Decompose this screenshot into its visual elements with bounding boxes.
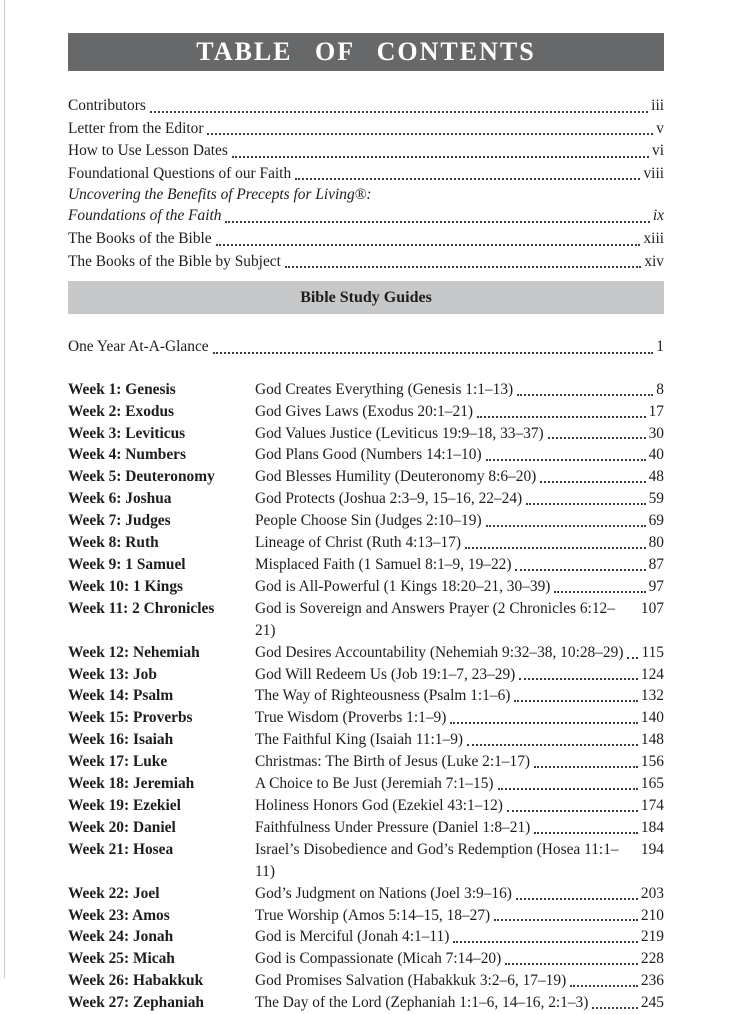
week-label: Week 5: Deuteronomy bbox=[68, 468, 215, 486]
dot-leader bbox=[295, 178, 640, 180]
lesson-title: The Faithful King (Isaiah 11:1–9) bbox=[255, 731, 464, 749]
week-label: Week 3: Leviticus bbox=[68, 424, 186, 442]
page-number: 148 bbox=[640, 731, 664, 749]
toc-entry bbox=[68, 95, 664, 118]
week-entry bbox=[255, 664, 664, 686]
lesson-title: God Promises Salvation (Habakkuk 3:2–6, 17–19) bbox=[255, 972, 567, 990]
toc-week-row bbox=[68, 751, 664, 773]
week-entry bbox=[255, 401, 664, 423]
dot-leader bbox=[540, 481, 645, 483]
lesson-title: God Desires Accountability (Nehemiah 9:32–38, 10:28–29) bbox=[255, 643, 624, 661]
dot-leader bbox=[507, 810, 638, 812]
week-entry bbox=[255, 729, 664, 751]
page-number: 245 bbox=[640, 994, 664, 1012]
week-entry bbox=[255, 905, 664, 927]
toc-week-row bbox=[68, 642, 664, 664]
week-label: Week 27: Zephaniah bbox=[68, 994, 204, 1012]
week-label: Week 14: Psalm bbox=[68, 687, 174, 705]
toc-week-row bbox=[68, 379, 664, 401]
week-label: Week 20: Daniel bbox=[68, 818, 176, 836]
week-entry bbox=[255, 466, 664, 488]
toc-entry-title: The Books of the Bible by Subject bbox=[68, 252, 281, 270]
lesson-title: People Choose Sin (Judges 2:10–19) bbox=[255, 512, 482, 530]
dot-leader bbox=[494, 919, 638, 921]
week-entry bbox=[255, 992, 664, 1014]
title-bar bbox=[68, 33, 664, 71]
week-entry bbox=[255, 773, 664, 795]
toc-entry bbox=[68, 140, 664, 163]
dot-leader bbox=[465, 547, 646, 549]
toc-entry-title: One Year At-A-Glance bbox=[68, 338, 209, 356]
dot-leader bbox=[216, 244, 641, 246]
front-matter-list bbox=[68, 95, 664, 273]
lesson-title: God is Compassionate (Micah 7:14–20) bbox=[255, 950, 502, 968]
week-entry bbox=[255, 598, 664, 642]
page-number: vi bbox=[652, 142, 664, 160]
lesson-title: The Way of Righteousness (Psalm 1:1–6) bbox=[255, 687, 511, 705]
week-label: Week 26: Habakkuk bbox=[68, 972, 204, 990]
page-number: 48 bbox=[648, 468, 664, 486]
lesson-title: Christmas: The Birth of Jesus (Luke 2:1–17) bbox=[255, 753, 531, 771]
dot-leader bbox=[207, 133, 653, 135]
toc-entry bbox=[68, 163, 664, 186]
week-label: Week 21: Hosea bbox=[68, 840, 174, 858]
page-number: 140 bbox=[640, 709, 664, 727]
page-number: xiii bbox=[643, 229, 664, 247]
week-label: Week 6: Joshua bbox=[68, 490, 172, 508]
week-entry bbox=[255, 444, 664, 466]
dot-leader bbox=[570, 985, 638, 987]
lesson-title: The Day of the Lord (Zephaniah 1:1–6, 14–16, 2:1–3) bbox=[255, 994, 589, 1012]
page-number: 80 bbox=[648, 534, 664, 552]
lesson-title: Misplaced Faith (1 Samuel 8:1–9, 19–22) bbox=[255, 556, 512, 573]
toc-week-row bbox=[68, 444, 664, 466]
toc-week-row bbox=[68, 926, 664, 948]
week-label: Week 18: Jeremiah bbox=[68, 775, 195, 793]
week-entry bbox=[255, 707, 664, 729]
dot-leader bbox=[534, 832, 638, 834]
toc-week-row bbox=[68, 664, 664, 686]
dot-leader bbox=[592, 1007, 638, 1009]
toc-week-row bbox=[68, 883, 664, 905]
dot-leader bbox=[225, 221, 649, 223]
dot-leader bbox=[516, 898, 638, 900]
toc-week-row bbox=[68, 598, 664, 642]
week-entry bbox=[255, 817, 664, 839]
lesson-title: God Gives Laws (Exodus 20:1–21) bbox=[255, 402, 474, 420]
lesson-title: God is Sovereign and Answers Prayer (2 Chronicles 6:12–21) bbox=[255, 599, 615, 639]
section-title: Bible Study Guides bbox=[300, 288, 432, 306]
page-number: 97 bbox=[648, 577, 664, 595]
dot-leader bbox=[232, 156, 649, 158]
page-number: 1 bbox=[656, 338, 664, 356]
week-entry bbox=[255, 576, 664, 598]
dot-leader bbox=[477, 416, 646, 418]
lesson-title: True Worship (Amos 5:14–15, 18–27) bbox=[255, 906, 491, 924]
week-label: Week 22: Joel bbox=[68, 884, 160, 902]
toc-entry-title: Letter from the Editor bbox=[68, 119, 204, 137]
toc-week-row bbox=[68, 685, 664, 707]
toc-week-row bbox=[68, 795, 664, 817]
toc-week-row bbox=[68, 905, 664, 927]
week-label: Week 7: Judges bbox=[68, 512, 171, 530]
dot-leader bbox=[627, 657, 638, 659]
toc-week-row bbox=[68, 992, 664, 1014]
page-number: 174 bbox=[640, 796, 664, 814]
page-number: 59 bbox=[648, 490, 664, 508]
toc-week-row bbox=[68, 839, 664, 883]
toc-week-row bbox=[68, 948, 664, 970]
page-number: viii bbox=[643, 164, 664, 182]
lesson-title: True Wisdom (Proverbs 1:1–9) bbox=[255, 709, 447, 727]
toc-week-row bbox=[68, 817, 664, 839]
toc-entry-title: Foundational Questions of our Faith bbox=[68, 164, 292, 182]
toc-entry bbox=[68, 118, 664, 141]
dot-leader bbox=[505, 963, 638, 965]
toc-entry bbox=[68, 251, 664, 274]
dot-leader bbox=[517, 394, 653, 396]
dot-leader bbox=[498, 788, 638, 790]
dot-leader bbox=[450, 722, 638, 724]
page-number: 236 bbox=[640, 972, 664, 990]
lesson-title: God Protects (Joshua 2:3–9, 15–16, 22–24) bbox=[255, 490, 523, 508]
page-edge-line bbox=[4, 0, 5, 978]
page-number: ix bbox=[652, 207, 664, 225]
toc-entry-title: How to Use Lesson Dates bbox=[68, 142, 228, 160]
week-entry bbox=[255, 685, 664, 707]
page-title: TABLE OF CONTENTS bbox=[196, 37, 536, 66]
week-entry bbox=[255, 883, 664, 905]
week-label: Week 13: Job bbox=[68, 665, 157, 683]
toc-entry-title: The Books of the Bible bbox=[68, 229, 212, 247]
lesson-title: God is Merciful (Jonah 4:1–11) bbox=[255, 928, 450, 946]
dot-leader bbox=[548, 437, 646, 439]
toc-week-row bbox=[68, 488, 664, 510]
lesson-title: God Creates Everything (Genesis 1:1–13) bbox=[255, 380, 514, 398]
page-number: 165 bbox=[640, 775, 664, 793]
week-label: Week 23: Amos bbox=[68, 906, 170, 924]
lesson-title: A Choice to Be Just (Jeremiah 7:1–15) bbox=[255, 775, 494, 793]
toc-entry bbox=[68, 205, 664, 228]
page-number: 156 bbox=[640, 753, 664, 771]
lesson-title: Faithfulness Under Pressure (Daniel 1:8–21) bbox=[255, 818, 531, 836]
week-entry bbox=[255, 488, 664, 510]
toc-week-row bbox=[68, 554, 664, 576]
toc-week-row bbox=[68, 423, 664, 445]
page-number: 17 bbox=[648, 402, 664, 420]
lesson-title: God Plans Good (Numbers 14:1–10) bbox=[255, 446, 482, 464]
dot-leader bbox=[453, 941, 638, 943]
lesson-title: God Blesses Humility (Deuteronomy 8:6–20) bbox=[255, 468, 537, 486]
lesson-title: Israel’s Disobedience and God’s Redemption (Hosea 11:1–11) bbox=[255, 840, 619, 880]
page-number: v bbox=[656, 119, 664, 137]
toc-week-row bbox=[68, 510, 664, 532]
page-number: 107 bbox=[640, 599, 664, 617]
week-label: Week 2: Exodus bbox=[68, 402, 175, 420]
glance-wrap bbox=[68, 336, 664, 359]
page-number: 194 bbox=[640, 840, 664, 858]
week-label: Week 1: Genesis bbox=[68, 380, 176, 398]
page-number: 87 bbox=[648, 556, 664, 573]
lesson-title: God Will Redeem Us (Job 19:1–7, 23–29) bbox=[255, 665, 516, 683]
week-entry bbox=[255, 795, 664, 817]
toc-week-row bbox=[68, 707, 664, 729]
page-number: 219 bbox=[640, 928, 664, 946]
toc-entry-one-year bbox=[68, 336, 664, 359]
weeks-list bbox=[68, 379, 664, 1014]
dot-leader bbox=[150, 111, 648, 113]
week-label: Week 12: Nehemiah bbox=[68, 643, 200, 661]
dot-leader bbox=[515, 569, 645, 571]
week-label: Week 16: Isaiah bbox=[68, 731, 174, 749]
week-label: Week 10: 1 Kings bbox=[68, 577, 184, 595]
toc-week-row bbox=[68, 401, 664, 423]
week-label: Week 25: Micah bbox=[68, 950, 175, 968]
week-entry bbox=[255, 839, 664, 883]
week-label: Week 11: 2 Chronicles bbox=[68, 599, 215, 617]
week-entry bbox=[255, 532, 664, 554]
page-number: 203 bbox=[640, 884, 664, 902]
dot-leader bbox=[213, 352, 654, 354]
week-entry bbox=[255, 926, 664, 948]
page-number: 228 bbox=[640, 950, 664, 968]
week-label: Week 4: Numbers bbox=[68, 446, 186, 464]
dot-leader bbox=[554, 591, 645, 593]
week-entry bbox=[255, 751, 664, 773]
toc-week-row bbox=[68, 466, 664, 488]
dot-leader bbox=[514, 700, 638, 702]
toc-entry-title: Contributors bbox=[68, 97, 146, 114]
page-number: xiv bbox=[644, 252, 664, 270]
week-label: Week 17: Luke bbox=[68, 753, 168, 771]
page-number: 210 bbox=[640, 906, 664, 924]
toc-week-row bbox=[68, 773, 664, 795]
page-number: 69 bbox=[648, 512, 664, 530]
page-content bbox=[68, 0, 664, 1014]
week-entry bbox=[255, 948, 664, 970]
lesson-title: Lineage of Christ (Ruth 4:13–17) bbox=[255, 534, 462, 552]
dot-leader bbox=[486, 525, 646, 527]
week-entry bbox=[255, 510, 664, 532]
dot-leader bbox=[519, 678, 638, 680]
page-number: 132 bbox=[640, 687, 664, 705]
toc-entry-title: Uncovering the Benefits of Precepts for Living®: bbox=[68, 186, 372, 204]
page-number: 30 bbox=[648, 424, 664, 442]
section-header-bar bbox=[68, 281, 664, 314]
page-number: iii bbox=[651, 97, 664, 114]
page-number: 40 bbox=[648, 446, 664, 464]
dot-leader bbox=[534, 766, 638, 768]
week-label: Week 24: Jonah bbox=[68, 928, 174, 946]
week-label: Week 19: Ezekiel bbox=[68, 796, 181, 814]
toc-week-row bbox=[68, 576, 664, 598]
dot-leader bbox=[467, 744, 638, 746]
page-number: 8 bbox=[656, 380, 664, 398]
lesson-title: God’s Judgment on Nations (Joel 3:9–16) bbox=[255, 884, 512, 902]
toc-entry bbox=[68, 185, 664, 205]
week-entry bbox=[255, 423, 664, 445]
lesson-title: Holiness Honors God (Ezekiel 43:1–12) bbox=[255, 796, 503, 814]
page-number: 124 bbox=[640, 665, 664, 683]
week-label: Week 8: Ruth bbox=[68, 534, 159, 552]
week-label: Week 15: Proverbs bbox=[68, 709, 193, 727]
dot-leader bbox=[285, 266, 641, 268]
lesson-title: God Values Justice (Leviticus 19:9–18, 33–37) bbox=[255, 424, 544, 442]
dot-leader bbox=[486, 459, 646, 461]
toc-week-row bbox=[68, 729, 664, 751]
week-entry bbox=[255, 970, 664, 992]
toc-week-row bbox=[68, 970, 664, 992]
toc-entry-title: Foundations of the Faith bbox=[68, 207, 222, 225]
page-number: 184 bbox=[640, 818, 664, 836]
dot-leader bbox=[526, 503, 645, 505]
toc-entry bbox=[68, 228, 664, 251]
toc-week-row bbox=[68, 532, 664, 554]
week-entry bbox=[255, 379, 664, 401]
week-entry bbox=[255, 642, 664, 664]
week-entry bbox=[255, 554, 664, 576]
week-label: Week 9: 1 Samuel bbox=[68, 556, 186, 573]
page-number: 115 bbox=[641, 643, 664, 661]
lesson-title: God is All-Powerful (1 Kings 18:20–21, 30–39) bbox=[255, 577, 551, 595]
